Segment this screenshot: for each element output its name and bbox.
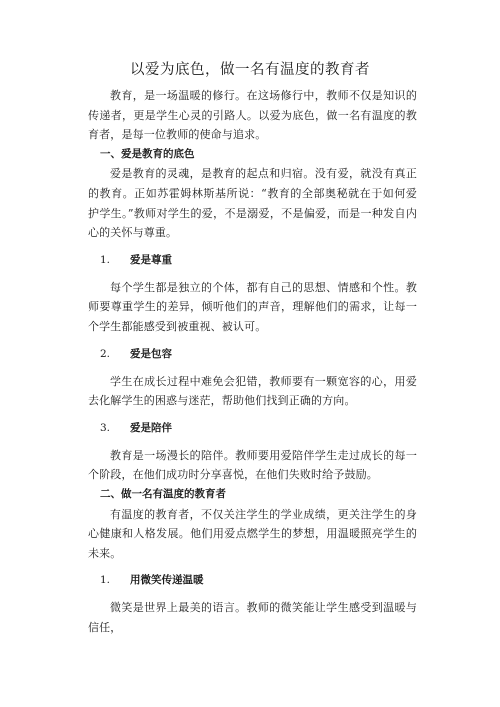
subsection-heading	[88, 419, 417, 438]
document-title: 以爱为底色，做一名有温度的教育者	[130, 62, 370, 78]
subsection-title: 爱是包容	[130, 347, 172, 360]
paragraph: 学生在成长过程中难免会犯错，教师要有一颗宽容的心，用爱去化解学生的困惑与迷茫，帮助他们找到正确的方向。	[88, 374, 417, 408]
subsection-title: 用微笑传递温暖	[130, 574, 204, 587]
paragraph: 教育是一场漫长的陪伴。教师要用爱陪伴学生走过成长的每一个阶段，在他们成功时分享喜悦，在他们失败时给予鼓励。	[88, 448, 417, 482]
subsection-title: 爱是尊重	[130, 253, 172, 266]
paragraph: 教育，是一场温暖的修行。在这场修行中，教师不仅是知识的传递者，更是学生心灵的引路人。以爱为底色，做一名有温度的教育者，是每一位教师的使命与追求。	[88, 89, 417, 142]
paragraph: 爱是教育的灵魂，是教育的起点和归宿。没有爱，就没有真正的教育。正如苏霍姆林斯基所说：“教育的全部奥秘就在于如何爱护学生。”教师对学生的爱，不是溺爱，不是偏爱，而是一种发自内心的关怀与尊重。	[88, 167, 417, 240]
document-body	[88, 86, 417, 637]
subsection-number: 2.	[100, 347, 111, 360]
subsection-number: 1.	[100, 253, 111, 266]
paragraph: 每个学生都是独立的个体，都有自己的思想、情感和个性。教师要尊重学生的差异，倾听他们的声音，理解他们的需求，让每一个学生都能感受到被重视、被认可。	[88, 280, 417, 333]
subsection-heading	[88, 571, 417, 590]
section-heading: 一、爱是教育的底色	[100, 147, 195, 160]
subsection-number: 1.	[100, 574, 111, 587]
subsection-heading	[88, 345, 417, 364]
paragraph: 有温度的教育者，不仅关注学生的学业成绩，更关注学生的身心健康和人格发展。他们用爱点燃学生的梦想，用温暖照亮学生的未来。	[88, 507, 417, 560]
paragraph: 微笑是世界上最美的语言。教师的微笑能让学生感受到温暖与信任，	[88, 601, 417, 634]
subsection-number: 3.	[100, 421, 111, 434]
subsection-title: 爱是陪伴	[130, 421, 172, 434]
section-heading: 二、做一名有温度的教育者	[100, 487, 226, 500]
subsection-heading	[88, 251, 417, 270]
